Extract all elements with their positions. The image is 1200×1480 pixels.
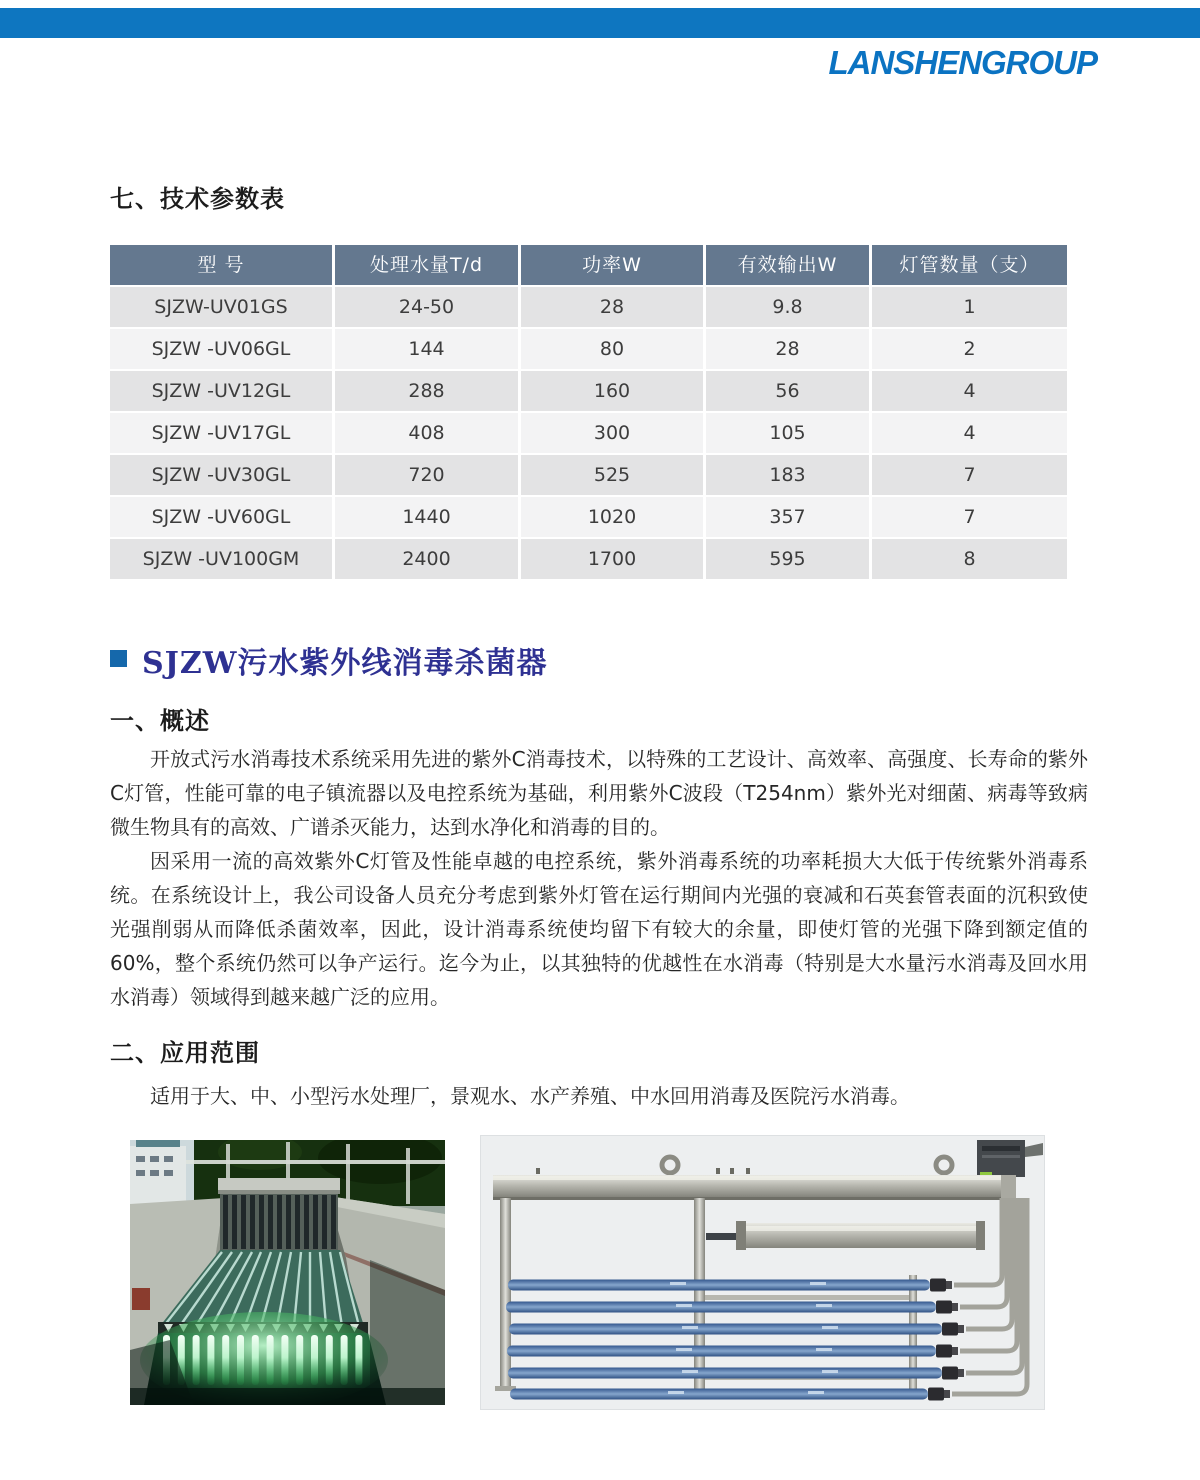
spec-table-cell: 80 xyxy=(521,329,703,369)
application-text: 适用于大、中、小型污水处理厂，景观水、水产养殖、中水回用消毒及医院污水消毒。 xyxy=(150,1084,910,1108)
open-channel-uv-illustration xyxy=(130,1140,445,1405)
spec-table-cell: 7 xyxy=(872,497,1067,537)
spec-table-header-cell: 处理水量T/d xyxy=(335,245,518,285)
header-bar xyxy=(0,8,1200,38)
spec-table-cell: 288 xyxy=(335,371,518,411)
spec-section-title: 七、技术参数表 xyxy=(110,185,285,213)
spec-table-cell: SJZW -UV06GL xyxy=(110,329,332,369)
spec-table-cell: 7 xyxy=(872,455,1067,495)
spec-table-cell: SJZW -UV17GL xyxy=(110,413,332,453)
spec-table-cell: SJZW-UV01GS xyxy=(110,287,332,327)
brand-logo: LANSHENGROUP xyxy=(828,44,1097,81)
spec-table-header-cell: 功率W xyxy=(521,245,703,285)
spec-table-header-cell: 型 号 xyxy=(110,245,332,285)
spec-table-cell: 28 xyxy=(521,287,703,327)
spec-table-cell: 300 xyxy=(521,413,703,453)
spec-table-header-cell: 有效输出W xyxy=(706,245,869,285)
section-bullet-square-icon xyxy=(110,650,127,667)
spec-table-cell: 2 xyxy=(872,329,1067,369)
spec-table-cell: 105 xyxy=(706,413,869,453)
spec-table-cell: 408 xyxy=(335,413,518,453)
spec-table-cell: 595 xyxy=(706,539,869,579)
spec-table-cell: 357 xyxy=(706,497,869,537)
spec-table xyxy=(110,245,1055,579)
overview-paragraphs xyxy=(110,742,1088,1014)
spec-table-cell: 4 xyxy=(872,413,1067,453)
spec-table-cell: 28 xyxy=(706,329,869,369)
spec-table-cell: 144 xyxy=(335,329,518,369)
overview-paragraph-2: 因采用一流的高效紫外C灯管及性能卓越的电控系统，紫外消毒系统的功率耗损大大低于传统紫外消毒系统。在系统设计上，我公司设备人员充分考虑到紫外灯管在运行期间内光强的衰减和石英套管表面的沉积致使光强削弱从而降低杀菌效率，因此，设计消毒系统使均留下有较大的余量，即使灯管的光强下降到额定值的60%，整个系统仍然可以争产运行。迄今为止，以其独特的优越性在水消毒（特别是大水量污水消毒及回水用水消毒）领域得到越来越广泛的应用。 xyxy=(110,849,1088,1009)
spec-table-cell: 56 xyxy=(706,371,869,411)
spec-table-cell: 24-50 xyxy=(335,287,518,327)
spec-table-cell: 1 xyxy=(872,287,1067,327)
spec-table-cell: 160 xyxy=(521,371,703,411)
spec-table-cell: SJZW -UV100GM xyxy=(110,539,332,579)
photo-uv-module-rack xyxy=(480,1135,1045,1410)
spec-table-cell: 1700 xyxy=(521,539,703,579)
overview-title: 一、概述 xyxy=(110,707,210,735)
overview-paragraph-1: 开放式污水消毒技术系统采用先进的紫外C消毒技术，以特殊的工艺设计、高效率、高强度、长寿命的紫外C灯管，性能可靠的电子镇流器以及电控系统为基础，利用紫外C波段（T254nm）紫外光对细菌、病毒等致病微生物具有的高效、广谱杀灭能力，达到水净化和消毒的目的。 xyxy=(110,747,1088,839)
spec-table-cell: 183 xyxy=(706,455,869,495)
spec-table-cell: 2400 xyxy=(335,539,518,579)
application-title: 二、应用范围 xyxy=(110,1039,260,1067)
photo-open-channel-uv-system xyxy=(130,1140,445,1405)
spec-table-cell: SJZW -UV30GL xyxy=(110,455,332,495)
uv-module-rack-illustration xyxy=(480,1135,1045,1410)
spec-table-cell: 8 xyxy=(872,539,1067,579)
spec-table-cell: 9.8 xyxy=(706,287,869,327)
spec-table-cell: SJZW -UV12GL xyxy=(110,371,332,411)
product-heading xyxy=(110,638,547,682)
product-heading-text: SJZW污水紫外线消毒杀菌器 xyxy=(142,646,548,681)
spec-table-cell: 525 xyxy=(521,455,703,495)
spec-table-cell: 1020 xyxy=(521,497,703,537)
spec-table-header-cell: 灯管数量（支） xyxy=(872,245,1067,285)
spec-table-cell: 1440 xyxy=(335,497,518,537)
spec-table-cell: 4 xyxy=(872,371,1067,411)
spec-table-cell: 720 xyxy=(335,455,518,495)
spec-table-cell: SJZW -UV60GL xyxy=(110,497,332,537)
